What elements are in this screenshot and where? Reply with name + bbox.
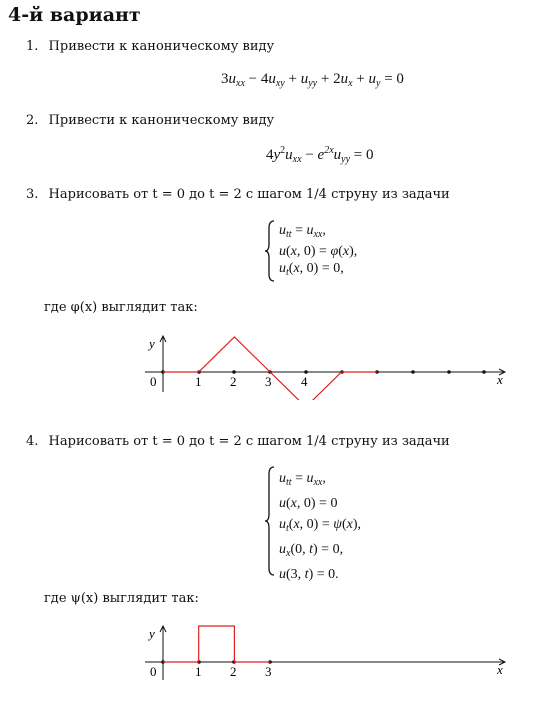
task-1-heading [26,39,274,54]
x-axis-label: x [497,372,503,387]
tick-label-0: 0 [150,664,157,679]
x-axis-label: x [497,662,503,677]
task-4-text: Нарисовать от t = 0 до t = 2 с шагом 1/4 струну из задачи [48,434,450,449]
task-1-equation: $3u_{xx} - 4u_{xy} + u_{yy} + 2u_x + u_y = 0$ [221,71,404,89]
task-3-eq-3: $u_t(x$, 0) = 0, [279,261,344,278]
tick-label-1: 1 [195,374,202,389]
page-title: 4-й вариант [8,4,141,26]
psi-function-line [163,626,270,662]
task-2-text: Привести к каноническому виду [48,113,275,128]
tick-label-1: 1 [195,664,202,679]
tick-label-0: 0 [150,374,157,389]
task-4-system [279,468,361,585]
task-4-eq-5: u(3, t) = 0. [279,567,339,582]
tick-label-4: 4 [301,374,308,389]
task-3-eq-1: $u_{tt} = u_{xx}$, [279,223,326,240]
task-3-system [279,222,357,281]
task-4-eq-4: $u_x(0$, t) = 0, [279,542,344,559]
task-3-text: Нарисовать от t = 0 до t = 2 с шагом 1/4 струну из задачи [48,187,450,202]
task-2-equation: $4y^2u_{xx} - e^{2x}u_{yy} = 0$ [266,145,374,165]
task-4-brace [264,466,276,576]
phi-function-line [163,337,377,400]
task-1-number: 1. [26,39,39,54]
task-3-eq-2: u(x, 0) = φ(x), [279,244,358,259]
y-axis-label: y [149,336,155,351]
tick-label-2: 2 [230,664,237,679]
tick-label-3: 3 [265,664,272,679]
task-4-eq-2: u(x, 0) = 0 [279,496,338,511]
task-4-number: 4. [26,434,39,449]
task-3-heading [26,187,450,202]
task-3-caption: где φ(x) выглядит так: [44,300,198,315]
task-4-eq-1: $u_{tt} = u_{xx}$, [279,471,326,488]
task-1-text: Привести к каноническому виду [48,39,275,54]
task-4-graph [0,618,534,688]
task-2-number: 2. [26,113,39,128]
task-4-heading [26,434,450,449]
task-3-graph [0,330,534,400]
task-4-caption: где ψ(x) выглядит так: [44,591,199,606]
tick-label-3: 3 [265,374,272,389]
tick-label-2: 2 [230,374,237,389]
task-4-eq-3: $u_t(x$, 0) = ψ(x), [279,517,361,534]
y-axis-label: y [149,626,155,641]
task-2-heading [26,113,274,128]
task-3-number: 3. [26,187,39,202]
task-3-brace [264,220,276,282]
